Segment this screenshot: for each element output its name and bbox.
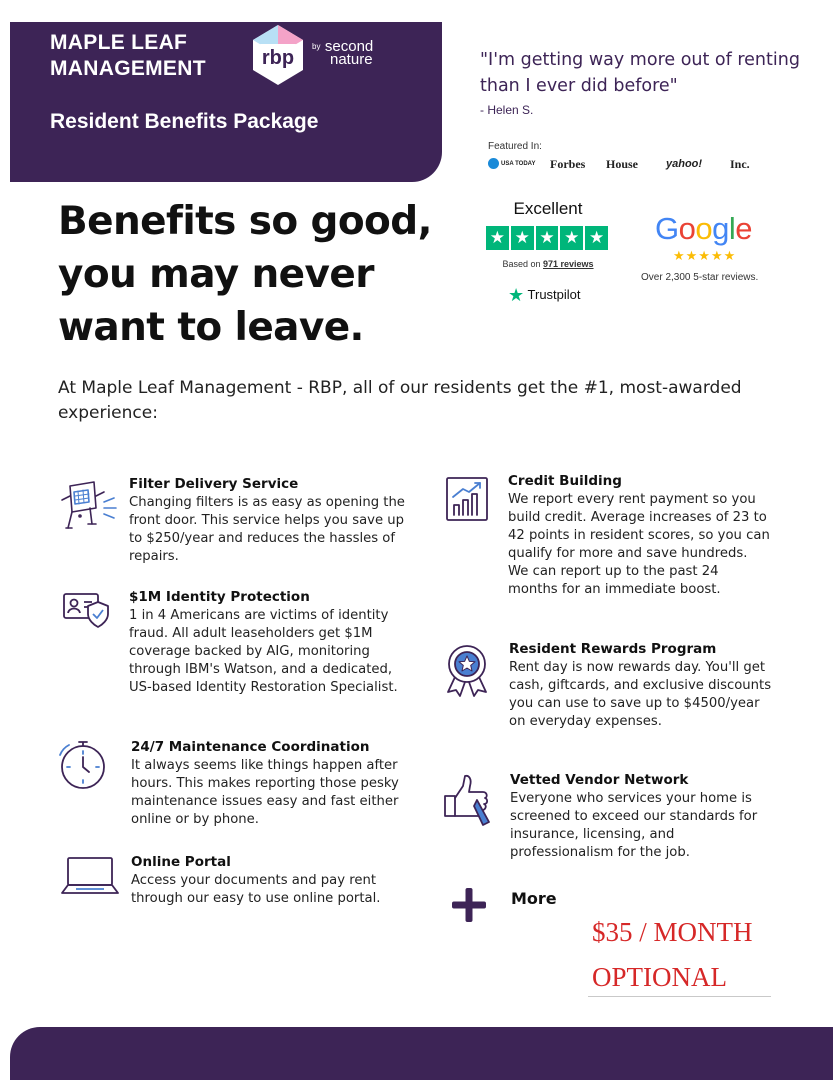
benefit-title: Vetted Vendor Network (510, 772, 689, 788)
company-name (50, 30, 240, 82)
thumbs-up-icon (441, 770, 493, 826)
pen-underline (588, 996, 771, 997)
benefit-title: 24/7 Maintenance Coordination (131, 739, 370, 755)
testimonial-author: - Helen S. (480, 103, 534, 117)
star-icon: ★ (486, 226, 509, 250)
star-icon: ★ (585, 226, 608, 250)
benefit-title: Online Portal (131, 854, 231, 870)
house-logo: House (606, 157, 639, 171)
star-icon: ★ (536, 226, 559, 250)
id-card-shield-icon (62, 588, 112, 630)
usa-today-text: USA TODAY (501, 161, 536, 167)
main-headline (58, 195, 458, 354)
handwritten-optional: OPTIONAL (592, 962, 727, 992)
trustpilot-star-icon: ★ (508, 285, 525, 305)
laptop-icon (60, 855, 120, 899)
trustpilot-rating-word: Excellent (513, 199, 583, 218)
filter-box-icon (58, 478, 124, 534)
company-name-line1: MAPLE LEAF (50, 31, 188, 54)
benefit-description: It always seems like things happen after hours. This makes reporting those pesky maintenance issues easy and fast either online or by phone. (131, 758, 399, 827)
intro-text: At Maple Leaf Management - RBP, all of our residents get the #1, most-awarded experience: (58, 378, 742, 423)
rbp-logo-text: rbp (261, 47, 295, 69)
trustpilot-stars (486, 226, 608, 250)
trustpilot-logo (508, 285, 581, 306)
benefit-description: Everyone who services your home is screened to exceed our standards for insurance, licensing, and professionalism for the job. (510, 791, 758, 860)
plus-icon (450, 886, 488, 924)
benefit-description: We report every rent payment so you build credit. Average increases of 23 to 42 points in resident scores, so you can qualify for more and save hundreds. We can report up to the past 24 months for an immediate boost. (508, 492, 770, 597)
handwritten-price: $35 / MONTH (592, 917, 753, 947)
package-title: Resident Benefits Package (50, 110, 319, 133)
footer-band (10, 1027, 833, 1080)
more-label: More (511, 889, 557, 908)
second-nature-logo (312, 40, 373, 66)
star-icon: ★ (560, 226, 583, 250)
benefit-online-portal (131, 853, 381, 908)
benefit-resident-rewards (509, 640, 774, 731)
rbp-logo (248, 22, 308, 88)
media-logos (488, 155, 768, 175)
based-on-text: Based on (502, 259, 541, 269)
logo-partner-line1: second (324, 38, 374, 55)
trustpilot-review-count (486, 259, 610, 269)
benefit-filter-delivery (129, 475, 409, 566)
credit-chart-icon (445, 475, 489, 523)
benefit-credit-building (508, 472, 770, 599)
forbes-logo: Forbes (550, 157, 586, 171)
logo-partner-line2: nature (330, 51, 373, 68)
benefit-description: Rent day is now rewards day. You'll get cash, giftcards, and exclusive discounts you can use to save up to $4500/year on everyday expenses. (509, 660, 772, 729)
benefit-description: Access your documents and pay rent through our easy to use online portal. (131, 873, 381, 906)
benefit-title: Resident Rewards Program (509, 641, 717, 657)
google-review-count: Over 2,300 5-star reviews. (641, 272, 759, 283)
headline-line2: you may never (58, 252, 374, 297)
benefit-title: Filter Delivery Service (129, 476, 299, 492)
yahoo-logo: yahoo! (666, 158, 703, 170)
headline-line1: Benefits so good, (58, 199, 432, 244)
headline-line3: want to leave. (58, 305, 364, 350)
benefit-vendor-network (510, 771, 775, 862)
benefit-title: Credit Building (508, 473, 622, 489)
benefit-description: 1 in 4 Americans are victims of identity fraud. All adult leaseholders get $1M coverage backed by AIG, monitoring through IBM's Watson, and a dedicated, US-based Identity Restoration Specialist. (129, 608, 398, 695)
testimonial-quote: "I'm getting way more out of renting than I ever did before" (480, 50, 800, 96)
usa-today-logo (488, 155, 535, 173)
logo-by-text: by (312, 42, 321, 51)
featured-in-label: Featured In: (488, 141, 542, 152)
google-stars: ★★★★★ (673, 249, 737, 264)
benefit-identity-protection (129, 588, 414, 697)
inc-logo: Inc. (730, 157, 750, 171)
google-logo: Google (655, 211, 753, 246)
benefit-maintenance (131, 738, 401, 829)
reviews-link[interactable]: 971 reviews (543, 259, 594, 269)
award-ribbon-icon (441, 642, 493, 698)
benefit-title: $1M Identity Protection (129, 589, 310, 605)
benefit-description: Changing filters is as easy as opening the front door. This service helps you save up to $250/year and reduces the hassles of repairs. (129, 495, 405, 564)
clock-icon (57, 740, 109, 792)
trustpilot-brand-text: Trustpilot (527, 287, 581, 302)
star-icon: ★ (511, 226, 534, 250)
company-name-line2: MANAGEMENT (50, 57, 206, 80)
